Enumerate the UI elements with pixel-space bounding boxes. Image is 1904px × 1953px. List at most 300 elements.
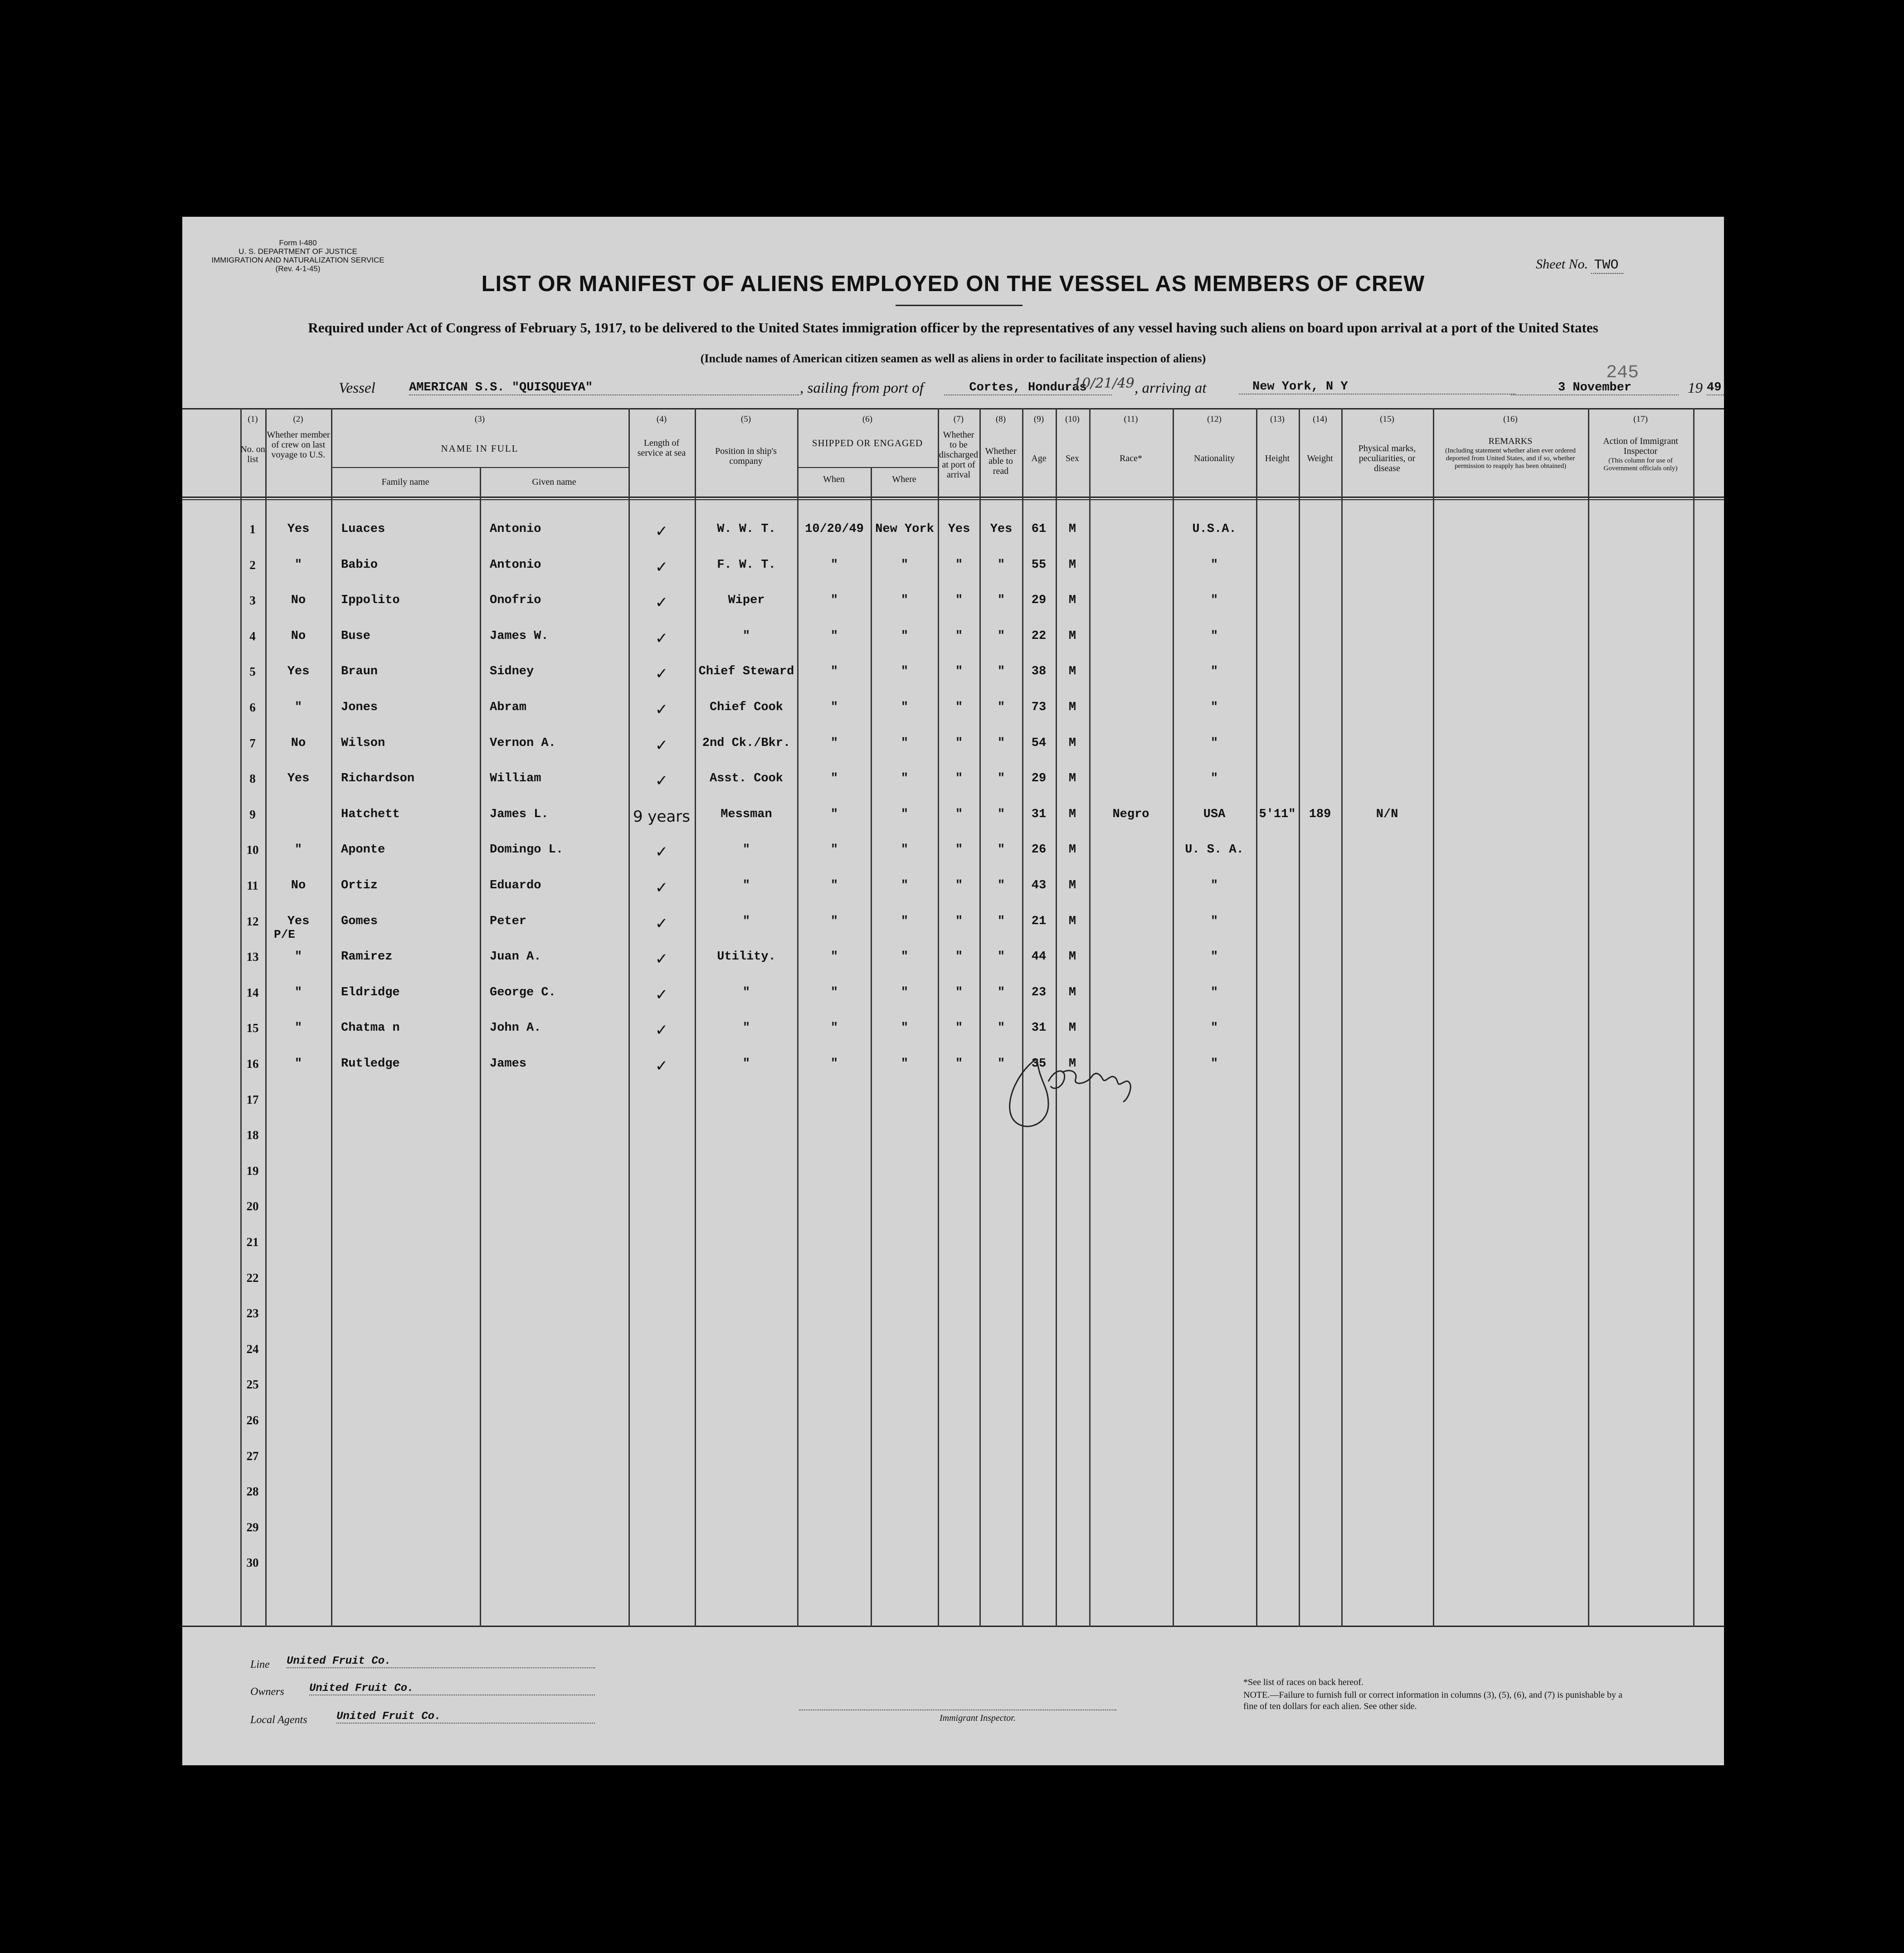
row-discharged: " — [955, 1057, 963, 1071]
row-age: 35 — [1031, 1057, 1047, 1071]
row-given-name: Juan A. — [490, 950, 541, 964]
row-age: 22 — [1031, 629, 1047, 643]
row-age: 61 — [1031, 522, 1047, 536]
row-given-name: James W. — [490, 629, 549, 643]
row-service: ✓ — [655, 950, 668, 969]
row-read: Yes — [990, 522, 1013, 536]
sheet-value: TWO — [1591, 258, 1623, 274]
row-nationality: " — [1210, 736, 1218, 750]
row-nationality: " — [1210, 629, 1218, 643]
col-number: (11) — [1124, 414, 1138, 424]
row-family-name: Gomes — [341, 914, 378, 928]
row-read: " — [997, 594, 1005, 608]
row-read: " — [997, 843, 1005, 857]
row-discharged: " — [955, 629, 963, 643]
row-when: " — [830, 558, 838, 572]
row-service: ✓ — [655, 594, 668, 612]
header-sex: Sex — [1066, 453, 1079, 463]
row-number: 27 — [246, 1449, 259, 1463]
row-age: 29 — [1031, 594, 1047, 608]
row-when: " — [830, 950, 838, 964]
row-read: " — [997, 772, 1005, 786]
row-given-name: Sidney — [490, 665, 534, 679]
row-when: " — [830, 594, 838, 608]
form-identifier — [205, 239, 391, 273]
row-given-name: Abram — [490, 701, 527, 714]
row-discharged: " — [955, 879, 963, 892]
header-name-in-full: NAME IN FULL — [441, 443, 519, 454]
row-given-name: Peter — [490, 914, 527, 928]
row-service: ✓ — [655, 629, 668, 648]
row-age: 43 — [1031, 879, 1047, 892]
row-age: 38 — [1031, 665, 1047, 679]
row-position: " — [742, 843, 750, 857]
row-where: " — [901, 772, 909, 786]
header-position: Position in ship's company — [715, 446, 777, 466]
row-nationality: " — [1210, 665, 1218, 679]
col-line — [1256, 408, 1257, 1627]
col-number: (4) — [656, 414, 667, 424]
row-number: 28 — [246, 1485, 259, 1499]
row-given-name: William — [490, 772, 541, 786]
row-sex: M — [1068, 843, 1076, 857]
vessel-name: AMERICAN S.S. "QUISQUEYA" — [409, 381, 799, 395]
col-number: (9) — [1033, 414, 1044, 424]
row-when: " — [830, 879, 838, 892]
row-number: 17 — [246, 1092, 259, 1106]
row-sex: M — [1068, 736, 1076, 750]
row-family-name: Luaces — [341, 522, 385, 536]
row-position: 2nd Ck./Bkr. — [702, 736, 791, 750]
row-number: 15 — [246, 1021, 259, 1035]
inspector-signature-line — [799, 1709, 1116, 1710]
row-family-name: Ippolito — [341, 594, 400, 608]
row-given-name: Antonio — [490, 522, 541, 536]
row-sex: M — [1068, 701, 1076, 714]
header-physical-marks: Physical marks, peculiarities, or disease — [1358, 443, 1416, 473]
sailing-date: 10/21/49 — [1073, 375, 1135, 391]
row-given-name: George C. — [490, 985, 556, 999]
races-note: *See list of races on back hereof. — [1243, 1677, 1363, 1687]
row7-annotation: P/E — [274, 928, 295, 941]
row-given-name: Domingo L. — [490, 843, 564, 857]
arrival-date: 3 November — [1511, 381, 1679, 395]
row-family-name: Braun — [341, 665, 378, 679]
header-race: Race* — [1120, 453, 1142, 463]
row-nationality: " — [1210, 950, 1218, 964]
row-sex: M — [1068, 1057, 1076, 1071]
year-prefix: 19 — [1688, 380, 1703, 396]
row-service: ✓ — [655, 985, 668, 1004]
subtitle-note: (Include names of American citizen seamen as well as aliens in order to facilitate inspection of aliens) — [700, 352, 1206, 365]
row-where: " — [901, 665, 909, 679]
row-discharged: " — [955, 1021, 963, 1035]
row-member: " — [294, 1021, 302, 1035]
row-position: Messman — [721, 807, 772, 821]
row-sex: M — [1068, 914, 1076, 928]
col-line — [628, 408, 630, 1627]
row-when: " — [830, 914, 838, 928]
header-remarks: REMARKS — [1488, 436, 1533, 446]
row-nationality: " — [1210, 772, 1218, 786]
row-when: " — [830, 772, 838, 786]
row-member: No — [291, 879, 306, 892]
shipped-subheader-rule — [797, 467, 939, 468]
form-department: U. S. DEPARTMENT OF JUSTICE — [239, 247, 357, 256]
row-read: " — [997, 1057, 1005, 1071]
row-member: Yes — [287, 914, 310, 928]
row-read: " — [997, 914, 1005, 928]
col-line — [1299, 408, 1300, 1627]
line-value: United Fruit Co. — [287, 1655, 595, 1668]
row-sex: M — [1068, 879, 1076, 892]
line-label: Line — [250, 1659, 270, 1671]
col-line — [1341, 408, 1343, 1627]
header-weight: Weight — [1307, 453, 1333, 463]
col-line — [979, 408, 981, 1627]
stamp-number: 245 — [1606, 363, 1639, 383]
col-line — [240, 408, 242, 1627]
row-given-name: John A. — [490, 1021, 541, 1035]
row-discharged: " — [955, 985, 963, 999]
row-number: 14 — [246, 985, 259, 999]
col-line — [1433, 408, 1434, 1627]
punch-hole — [149, 752, 171, 774]
row-nationality: " — [1210, 1057, 1218, 1071]
row-member: Yes — [287, 522, 310, 536]
row-member: Yes — [287, 665, 310, 679]
row-family-name: Buse — [341, 629, 370, 643]
row-when: " — [830, 701, 838, 714]
row-position: " — [742, 1021, 750, 1035]
header-discharged: Whether to be discharged at port of arrival — [939, 430, 979, 480]
arriving-label: , arriving at — [1135, 380, 1207, 396]
row-where: " — [901, 1021, 909, 1035]
row-family-name: Wilson — [341, 736, 385, 750]
row-where: " — [901, 914, 909, 928]
row-sex: M — [1068, 772, 1076, 786]
row-when: " — [830, 807, 838, 821]
row-read: " — [997, 558, 1005, 572]
row-member: " — [294, 558, 302, 572]
row-number: 29 — [246, 1520, 259, 1534]
row-nationality: " — [1210, 1021, 1218, 1035]
header-remarks-note: (Including statement whether alien ever ordered deported from United States, and if so, whether permission to reapply has been obtained) — [1445, 447, 1576, 470]
row-position: W. W. T. — [717, 522, 776, 536]
penalty-note: NOTE.—Failure to furnish full or correct information in columns (3), (5), (6), and (7) is punishable by a fine of ten dollars for each alien. See other side. — [1243, 1690, 1622, 1711]
form-revision: (Rev. 4-1-45) — [275, 264, 321, 273]
row-weight: 189 — [1309, 807, 1331, 821]
row-given-name: Eduardo — [490, 879, 541, 892]
row-service: ✓ — [655, 843, 668, 862]
row-where: " — [901, 594, 909, 608]
row-number: 12 — [246, 914, 259, 928]
row-member: " — [294, 950, 302, 964]
col-line — [1056, 408, 1057, 1627]
row-number: 22 — [246, 1271, 259, 1285]
row-sex: M — [1068, 807, 1076, 821]
row-age: 31 — [1031, 807, 1047, 821]
header-given-name: Given name — [532, 477, 576, 487]
row-where: New York — [875, 522, 934, 536]
row-sex: M — [1068, 950, 1076, 964]
row-discharged: " — [955, 914, 963, 928]
row-sex: M — [1068, 594, 1076, 608]
row-number: 7 — [249, 736, 256, 750]
row-service: ✓ — [655, 558, 668, 576]
row-where: " — [901, 843, 909, 857]
row-member: " — [294, 701, 302, 714]
row-discharged: " — [955, 665, 963, 679]
col-line — [695, 408, 696, 1627]
row-service: ✓ — [655, 665, 668, 683]
row-read: " — [997, 736, 1005, 750]
table-top-border — [182, 408, 1724, 409]
row-position: Chief Cook — [709, 701, 784, 714]
row-age: 29 — [1031, 772, 1047, 786]
subtitle: Required under Act of Congress of February 5, 1917, to be delivered to the United States immigration officer by the representatives of any vessel having such aliens on board upon arrival at a port of the United States — [308, 320, 1598, 336]
page-title: LIST OR MANIFEST OF ALIENS EMPLOYED ON THE VESSEL AS MEMBERS OF CREW — [481, 272, 1425, 296]
row-read: " — [997, 701, 1005, 714]
punch-hole — [149, 1174, 171, 1197]
row-number: 20 — [246, 1199, 259, 1213]
row-where: " — [901, 558, 909, 572]
header-height: Height — [1265, 453, 1290, 463]
header-no-on-list: No. on list — [240, 444, 265, 464]
header-able-to-read: Whether able to read — [985, 446, 1017, 476]
row-number: 21 — [246, 1235, 259, 1249]
agents-label: Local Agents — [250, 1714, 307, 1726]
col-line — [1173, 408, 1174, 1627]
row-given-name: James — [490, 1057, 527, 1071]
manifest-sheet — [182, 217, 1724, 1765]
row-discharged: " — [955, 807, 963, 821]
col-number: (2) — [293, 414, 303, 424]
row-age: 44 — [1031, 950, 1047, 964]
row-service: ✓ — [655, 772, 668, 790]
col-number: (14) — [1313, 414, 1327, 424]
row-sex: M — [1068, 985, 1076, 999]
col-line — [1588, 408, 1589, 1627]
row-nationality: " — [1210, 594, 1218, 608]
row-nationality: USA — [1203, 807, 1226, 821]
col-line — [1693, 408, 1695, 1627]
row-family-name: Chatma n — [341, 1021, 400, 1035]
col-line — [938, 408, 939, 1627]
sailing-from-label: , sailing from port of — [800, 380, 924, 396]
row-service: ✓ — [655, 1021, 668, 1040]
row-position: " — [742, 914, 750, 928]
row-nationality: U. S. A. — [1185, 843, 1244, 857]
row-member: " — [294, 1057, 302, 1071]
header-where: Where — [892, 474, 916, 484]
row-age: 55 — [1031, 558, 1047, 572]
inspector-signature — [994, 1050, 1144, 1136]
row-discharged: " — [955, 558, 963, 572]
row-where: " — [901, 985, 909, 999]
row-family-name: Richardson — [341, 772, 415, 786]
row-nationality: " — [1210, 914, 1218, 928]
row-age: 21 — [1031, 914, 1047, 928]
row-position: F. W. T. — [717, 558, 776, 572]
row-family-name: Eldridge — [341, 985, 400, 999]
row-family-name: Ramirez — [341, 950, 393, 964]
header-nationality: Nationality — [1194, 453, 1235, 463]
row-discharged: " — [955, 843, 963, 857]
year-suffix: 49 — [1707, 381, 1724, 395]
col-line — [1022, 408, 1023, 1627]
row-age: 31 — [1031, 1021, 1047, 1035]
row-read: " — [997, 985, 1005, 999]
row-age: 73 — [1031, 701, 1047, 714]
row-given-name: Onofrio — [490, 594, 541, 608]
row-discharged: " — [955, 950, 963, 964]
header-age: Age — [1031, 453, 1047, 463]
row-number: 11 — [247, 879, 258, 892]
sheet-label: Sheet No. — [1536, 257, 1588, 272]
table-bottom-border — [182, 1626, 1724, 1627]
row-position: Wiper — [728, 594, 765, 608]
row-sex: M — [1068, 1021, 1076, 1035]
row-number: 5 — [249, 665, 256, 679]
row-position: " — [742, 629, 750, 643]
arriving-port: New York, N Y — [1239, 380, 1515, 394]
col-number: (5) — [740, 414, 751, 424]
header-bottom-border-2 — [182, 499, 1724, 500]
row-number: 1 — [249, 522, 256, 536]
row-position: Chief Steward — [698, 665, 794, 679]
col-number: (8) — [995, 414, 1006, 424]
col-line — [331, 408, 332, 1627]
punch-hole — [149, 1251, 171, 1273]
row-family-name: Rutledge — [341, 1057, 400, 1071]
row-position: " — [742, 879, 750, 892]
row-when: " — [830, 1021, 838, 1035]
row-age: 26 — [1031, 843, 1047, 857]
row-service: ✓ — [655, 701, 668, 719]
row-nationality: " — [1210, 701, 1218, 714]
row-number: 10 — [246, 843, 259, 857]
row-nationality: " — [1210, 879, 1218, 892]
punch-hole — [149, 1480, 171, 1502]
row-discharged: " — [955, 701, 963, 714]
row-number: 23 — [246, 1306, 259, 1320]
inspector-label: Immigrant Inspector. — [940, 1713, 1016, 1723]
row-discharged: " — [955, 594, 963, 608]
row-number: 13 — [246, 950, 259, 964]
row-sex: M — [1068, 665, 1076, 679]
row-read: " — [997, 629, 1005, 643]
row-read: " — [997, 879, 1005, 892]
row-sex: M — [1068, 629, 1076, 643]
row-age: 23 — [1031, 985, 1047, 999]
row-number: 30 — [246, 1556, 259, 1570]
row-member: No — [291, 736, 306, 750]
row-given-name: James L. — [490, 807, 549, 821]
col-number: (12) — [1207, 414, 1222, 424]
row-family-name: Ortiz — [341, 879, 378, 892]
row-member: No — [291, 629, 306, 643]
row-when: 10/20/49 — [805, 522, 864, 536]
header-shipped-or-engaged: SHIPPED OR ENGAGED — [812, 438, 923, 448]
row-number: 24 — [246, 1342, 259, 1356]
row-family-name: Hatchett — [341, 807, 400, 821]
header-action-note: (This column for use of Government officials only) — [1603, 457, 1678, 472]
row-number: 2 — [249, 558, 256, 572]
row-position: Asst. Cook — [709, 772, 784, 786]
owners-label: Owners — [250, 1686, 284, 1698]
row-where: " — [901, 807, 909, 821]
punch-hole — [149, 1557, 171, 1579]
row-where: " — [901, 950, 909, 964]
row-where: " — [901, 736, 909, 750]
row-member: " — [294, 985, 302, 999]
row-member: No — [291, 594, 306, 608]
col-number: (17) — [1633, 414, 1648, 424]
col-line — [1089, 408, 1091, 1627]
row-number: 4 — [249, 629, 256, 643]
col-number: (10) — [1065, 414, 1080, 424]
row-service: ✓ — [655, 736, 668, 755]
row-number: 8 — [249, 772, 256, 786]
row-physical: N/N — [1376, 807, 1398, 821]
col-number: (15) — [1380, 414, 1394, 424]
col-number: (13) — [1270, 414, 1285, 424]
col-number: (3) — [474, 414, 485, 424]
row-when: " — [830, 1057, 838, 1071]
row-member: Yes — [287, 772, 310, 786]
form-number: Form I-480 — [279, 239, 317, 247]
col-number: (6) — [862, 414, 873, 424]
agents-value: United Fruit Co. — [336, 1710, 595, 1724]
title-rule — [896, 305, 1023, 306]
row-where: " — [901, 879, 909, 892]
row-age: 54 — [1031, 736, 1047, 750]
row-sex: M — [1068, 522, 1076, 536]
row-number: 3 — [249, 594, 256, 608]
row-number: 6 — [249, 701, 256, 714]
row-number: 18 — [246, 1128, 259, 1142]
row-nationality: " — [1210, 985, 1218, 999]
header-when: When — [823, 474, 845, 484]
row-discharged: " — [955, 772, 963, 786]
header-bottom-border — [182, 497, 1724, 498]
row-read: " — [997, 807, 1005, 821]
row-number: 26 — [246, 1413, 259, 1427]
header-family-name: Family name — [381, 477, 429, 487]
row-position: " — [742, 1057, 750, 1071]
header-length-of-service: Length of service at sea — [637, 438, 686, 458]
sheet-number — [1536, 257, 1623, 273]
row-when: " — [830, 736, 838, 750]
col-number: (16) — [1503, 414, 1518, 424]
sailing-from-port: Cortes, Honduras — [944, 381, 1112, 395]
row-read: " — [997, 1021, 1005, 1035]
crew-table — [182, 408, 1724, 1626]
vessel-label: Vessel — [339, 380, 375, 396]
row-family-name: Aponte — [341, 843, 385, 857]
row-discharged: " — [955, 736, 963, 750]
row-nationality: " — [1210, 558, 1218, 572]
row-race: Negro — [1112, 807, 1149, 821]
row-where: " — [901, 701, 909, 714]
row-nationality: U.S.A. — [1192, 522, 1237, 536]
row-number: 25 — [246, 1378, 259, 1392]
col-line — [797, 408, 799, 1627]
row-when: " — [830, 985, 838, 999]
col-number: (1) — [248, 414, 258, 424]
header-action-of-inspector: Action of Immigrant Inspector — [1603, 436, 1678, 456]
